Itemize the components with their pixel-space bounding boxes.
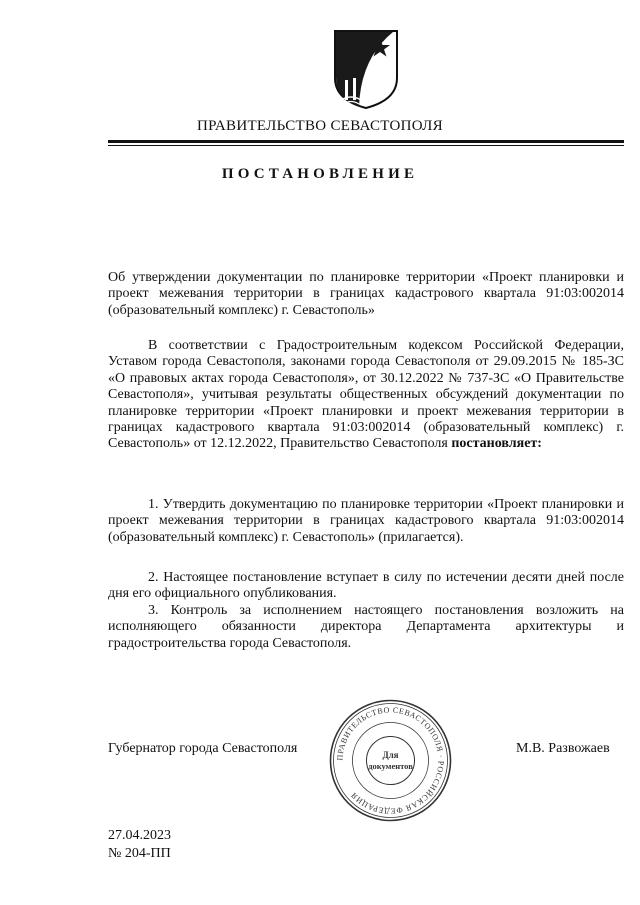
- document-number: № 204-ПП: [108, 846, 171, 861]
- seal-outer-text: ПРАВИТЕЛЬСТВО СЕВАСТОПОЛЯ · РОССИЙСКАЯ ФЕДЕРАЦИЯ: [335, 705, 446, 816]
- sevastopol-emblem-icon: [331, 28, 401, 110]
- seal-center-line-1: Для: [382, 750, 399, 760]
- seal-center-line-2: документов: [368, 761, 413, 771]
- signatory-name: М.В. Развожаев: [516, 741, 610, 756]
- document-type-title: ПОСТАНОВЛЕНИЕ: [221, 166, 419, 182]
- official-seal-icon: [328, 698, 453, 823]
- preamble-text: В соответствии с Градостроительным кодексом Российской Федерации, Уставом города Севастополя, законами города Севастополя от 29.09.2015 № 185-ЗС «О правовых актах города Севастополя», от 30.12.2022 № 737-ЗС «О Правительстве Севастополя», учитывая результаты общественных обсуждений документации по планировке территории «Проект планировки и проект межевания территории в границах кадастрового квартала 91:03:002014 (образовательный комплекс) г. Севастополь» от 12.12.2022, Правительство Севастополя: [108, 338, 624, 452]
- decree-item-2: 2. Настоящее постановление вступает в силу по истечении десяти дней после дня его официального опубликования.: [108, 570, 624, 602]
- signatory-title: Губернатор города Севастополя: [108, 741, 298, 756]
- decree-item-1: 1. Утвердить документацию по планировке территории «Проект планировки и проект межевания территории в границах кадастрового квартала 91:03:002014 (образовательный комплекс) г. Севастополь» (прилагается).: [108, 497, 624, 545]
- header-rule-thick: [108, 140, 624, 143]
- preamble-paragraph: [108, 338, 624, 453]
- document-subject: Об утверждении документации по планировке территории «Проект планировки и проект межевания территории в границах кадастрового квартала 91:03:002014 (образовательный комплекс) г. Севастополь»: [108, 270, 624, 318]
- decree-item-3: 3. Контроль за исполнением настоящего постановления возложить на исполняющего обязанности директора Департамента архитектуры и градостроительства города Севастополя.: [108, 603, 624, 651]
- preamble-keyword: постановляет:: [451, 436, 542, 452]
- header-rule-thin: [108, 145, 624, 146]
- document-date: 27.04.2023: [108, 828, 171, 843]
- government-name: ПРАВИТЕЛЬСТВО СЕВАСТОПОЛЯ: [197, 118, 443, 134]
